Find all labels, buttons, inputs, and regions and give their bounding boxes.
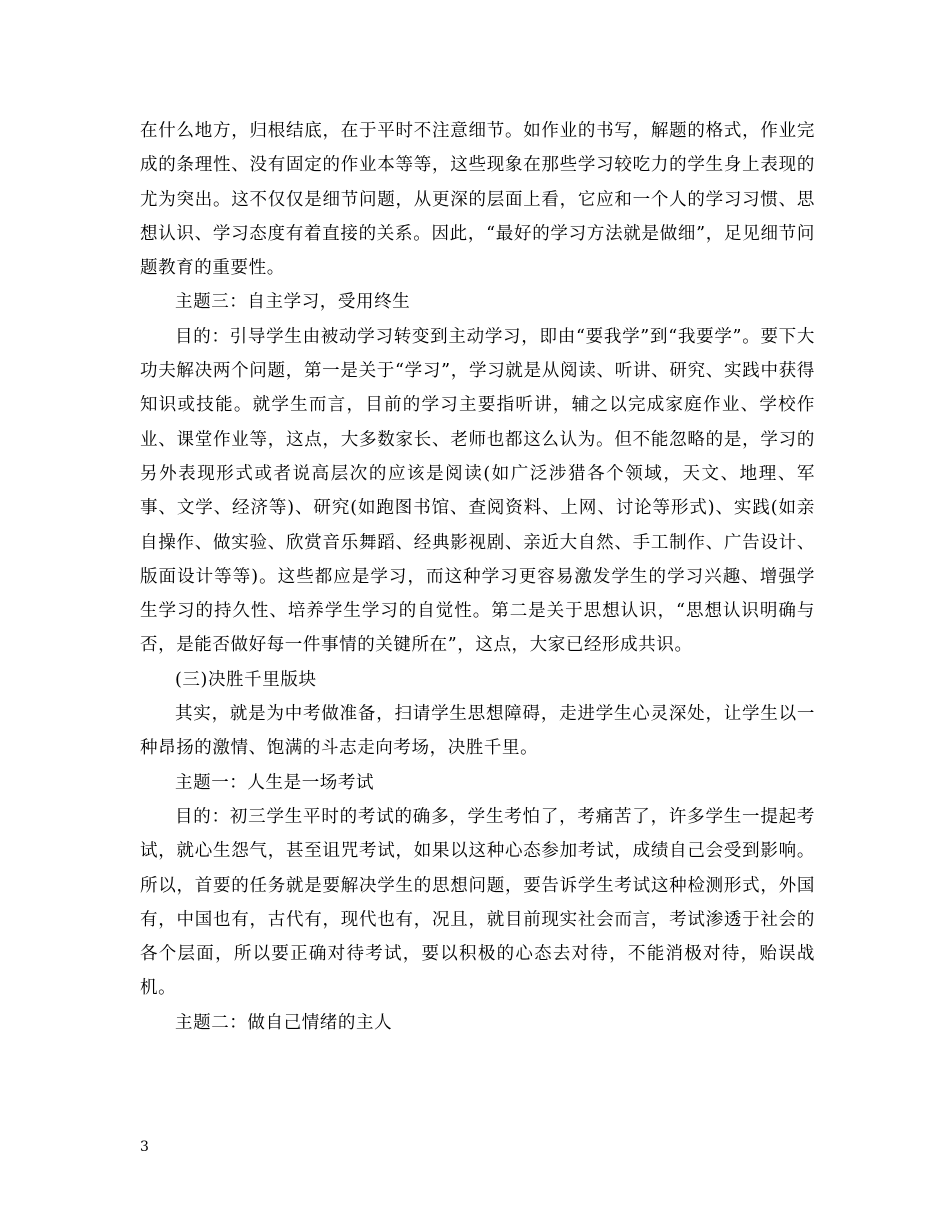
- paragraph: 在什么地方，归根结底，在于平时不注意细节。如作业的书写，解题的格式，作业完成的条理性、没有固定的作业本等等，这些现象在那些学习较吃力的学生身上表现的尤为突出。这不仅仅是细节问题，从更深的层面上看，它应和一个人的学习习惯、思想认识、学习态度有着直接的关系。因此，“最好的学习方法就是做细”，足见细节问题教育的重要性。: [140, 121, 815, 279]
- paragraph: 其实，就是为中考做准备，扫请学生思想障碍，走进学生心灵深处，让学生以一种昂扬的激情、饱满的斗志走向考场，决胜千里。: [140, 704, 815, 759]
- paragraph: 目的：引导学生由被动学习转变到主动学习，即由“要我学”到“我要学”。要下大功夫解决两个问题，第一是关于“学习”，学习就是从阅读、听讲、研究、实践中获得知识或技能。就学生而言，目前的学习主要指听讲，辅之以完成家庭作业、学校作业、课堂作业等，这点，大多数家长、老师也都这么认为。但不能忽略的是，学习的另外表现形式或者说高层次的应该是阅读(如广泛涉猎各个领域，天文、地理、军事、文学、经济等)、研究(如跑图书馆、查阅资料、上网、讨论等形式)、实践(如亲自操作、做实验、欣赏音乐舞蹈、经典影视剧、亲近大自然、手工制作、广告设计、版面设计等等)。这些都应是学习，而这种学习更容易激发学生的学习兴趣、增强学生学习的持久性、培养学生学习的自觉性。第二是关于思想认识，“思想认识明确与否，是能否做好每一件事情的关键所在”，这点，大家已经形成共识。: [140, 326, 815, 656]
- section-heading: 主题一：人生是一场考试: [175, 772, 375, 793]
- section-heading: 主题二：做自己情绪的主人: [175, 1012, 393, 1033]
- document-body: [140, 114, 815, 1040]
- section-heading: 主题三：自主学习，受用终生: [175, 292, 411, 313]
- section-heading: (三)决胜千里版块: [175, 669, 317, 690]
- paragraph: 目的：初三学生平时的考试的确多，学生考怕了，考痛苦了，许多学生一提起考试，就心生怨气，甚至诅咒考试，如果以这种心态参加考试，成绩自己会受到影响。所以，首要的任务就是要解决学生的思想问题，要告诉学生考试这种检测形式，外国有，中国也有，古代有，现代也有，况且，就目前现实社会而言，考试渗透于社会的各个层面，所以要正确对待考试，要以积极的心态去对待，不能消极对待，贻误战机。: [140, 806, 815, 999]
- page-number: 3: [140, 1139, 149, 1155]
